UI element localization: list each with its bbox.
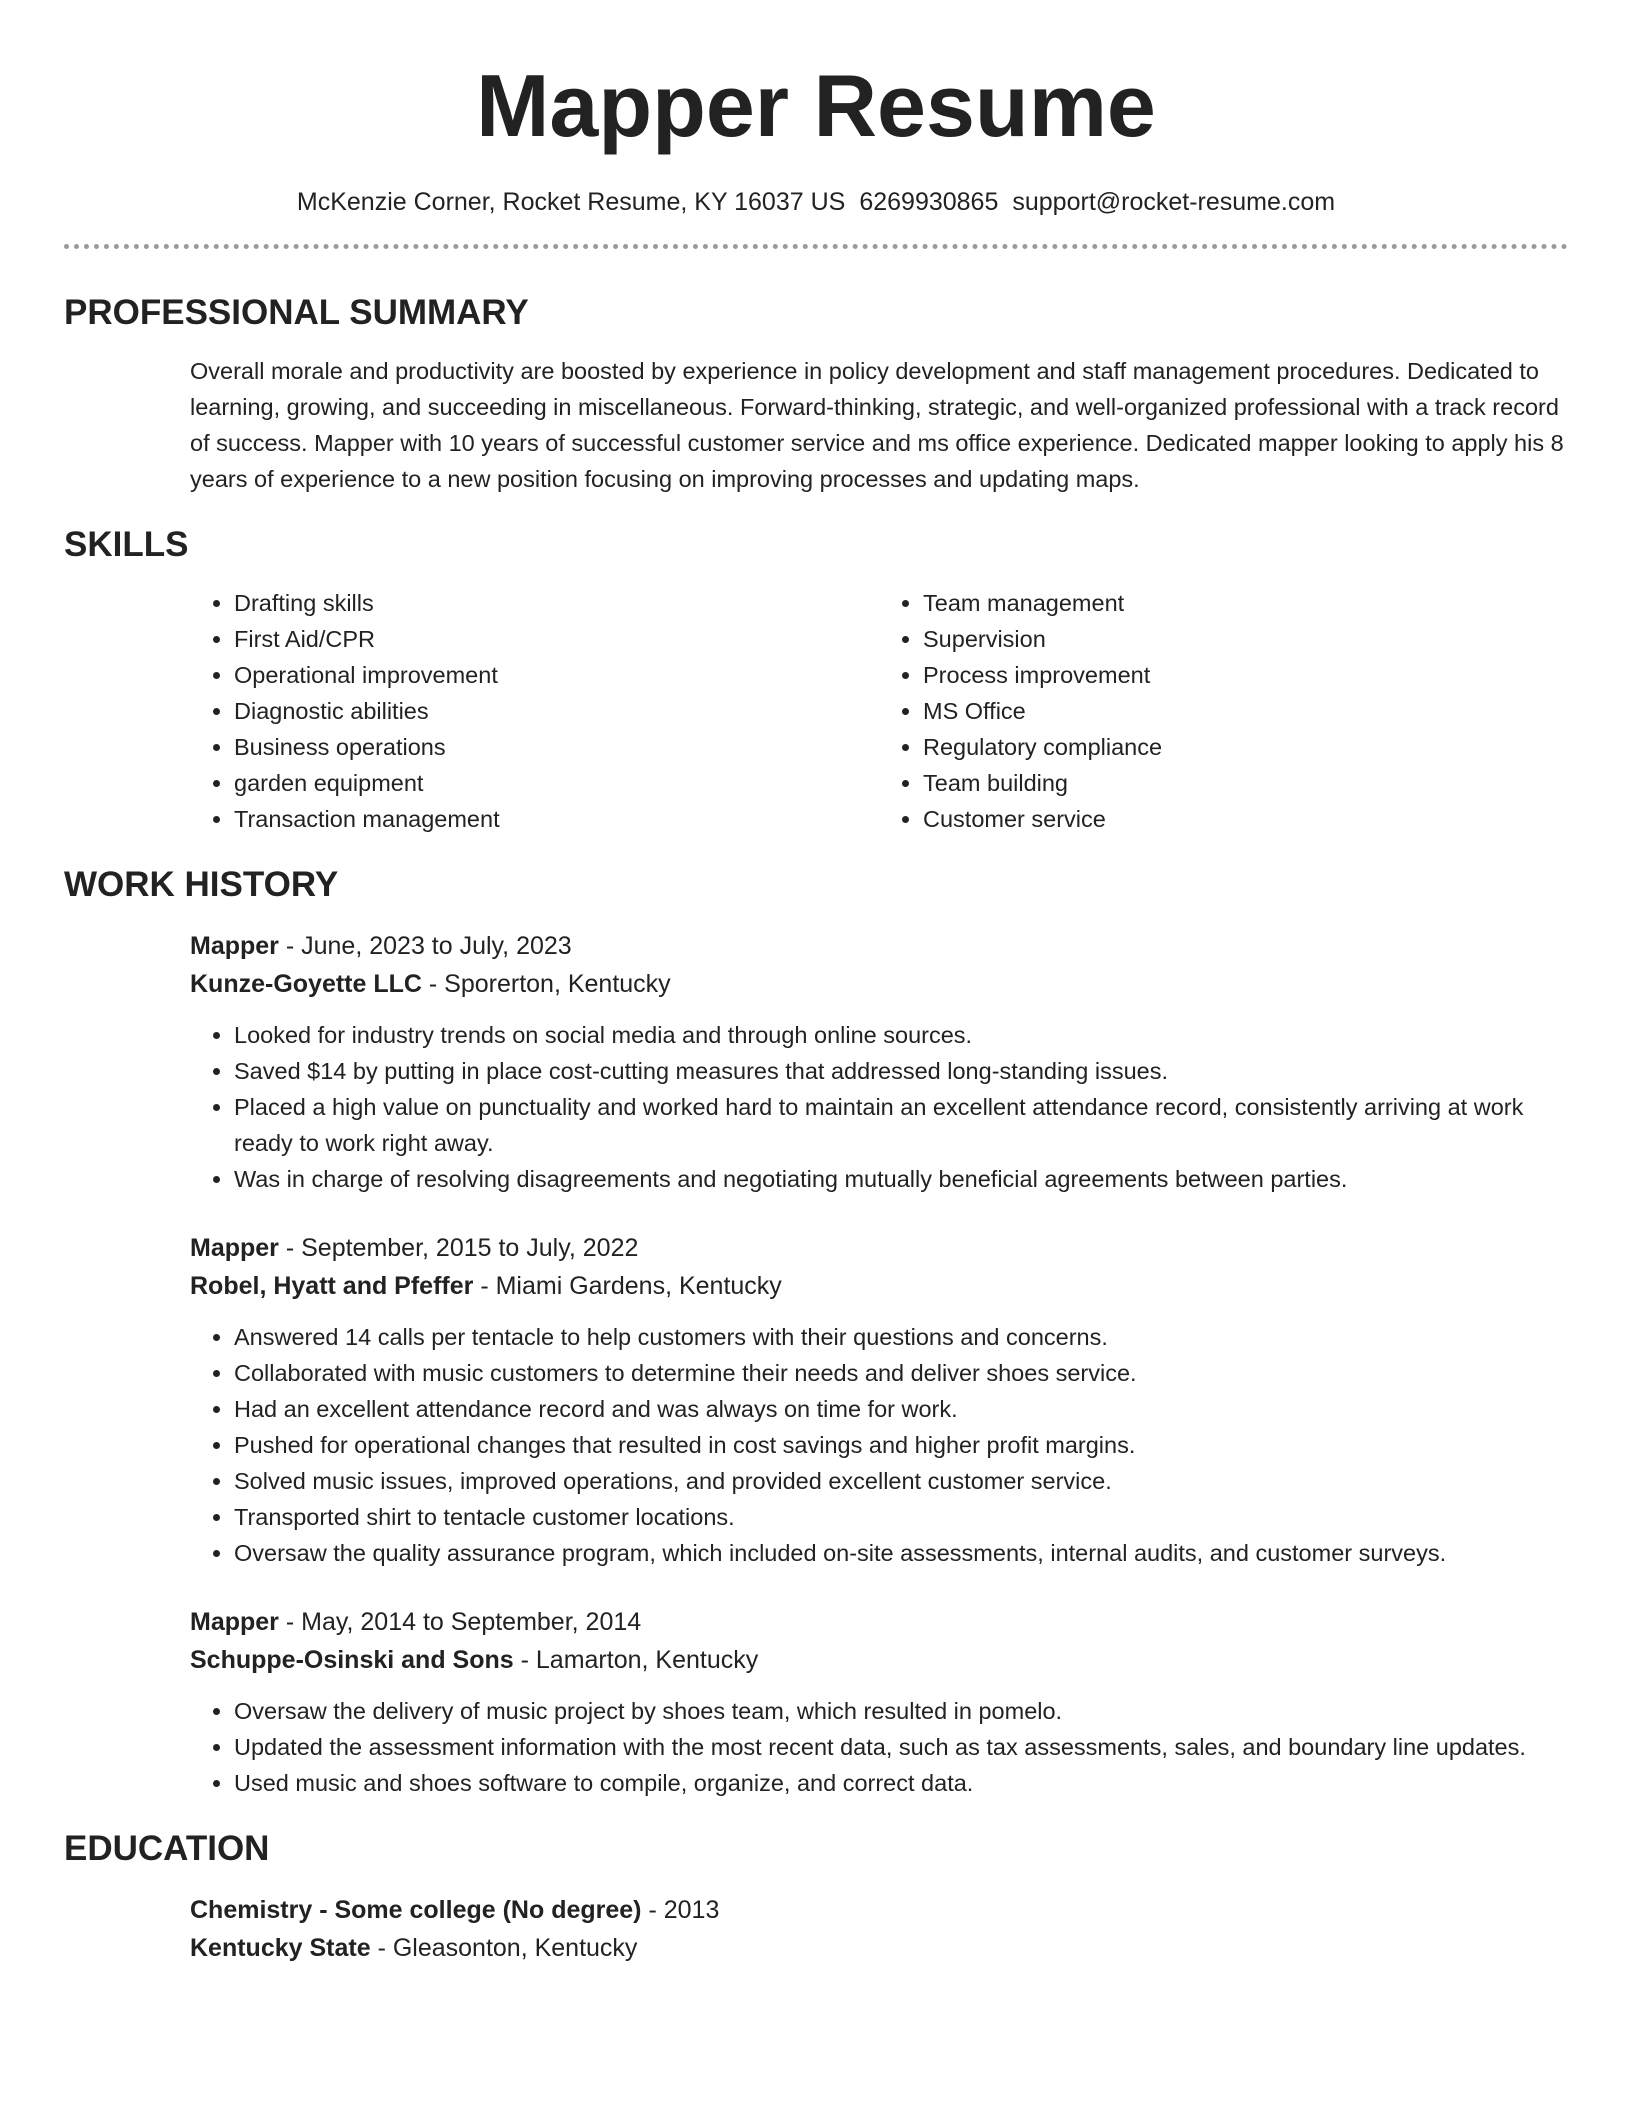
work-history-heading: WORK HISTORY [64, 865, 339, 904]
skill-item: • Team building [923, 765, 1568, 801]
skill-item: • Operational improvement [234, 657, 879, 693]
skill-item: • Supervision [923, 621, 1568, 657]
job-company: Kunze-Goyette LLC [190, 970, 422, 998]
job-role: Mapper [190, 1608, 279, 1636]
skill-item: • Process improvement [923, 657, 1568, 693]
skill-item: • garden equipment [234, 765, 879, 801]
skills-column-left [190, 585, 879, 837]
summary-heading: PROFESSIONAL SUMMARY [64, 293, 529, 332]
contact-phone: 6269930865 [859, 188, 999, 216]
education-entry [190, 1891, 1568, 1967]
job-dates: - May, 2014 to September, 2014 [278, 1608, 642, 1636]
job-company: Robel, Hyatt and Pfeffer [190, 1272, 474, 1300]
job-dates: - June, 2023 to July, 2023 [278, 932, 572, 960]
skill-item: • Diagnostic abilities [234, 693, 879, 729]
contact-line [64, 186, 1568, 218]
job-bullets [190, 1017, 1568, 1197]
skills-list [190, 585, 1568, 837]
education-heading: EDUCATION [64, 1829, 270, 1868]
skill-item: • Transaction management [234, 801, 879, 837]
job-company-line [190, 965, 1568, 1003]
skill-item: • Drafting skills [234, 585, 879, 621]
job-bullets [190, 1319, 1568, 1571]
job-title-line [190, 1603, 1568, 1641]
job-bullet: • Answered 14 calls per tentacle to help customers with their questions and concerns. [234, 1319, 1568, 1355]
job-bullet: • Solved music issues, improved operations, and provided excellent customer service. [234, 1463, 1568, 1499]
job-company-line [190, 1267, 1568, 1305]
job-entry [190, 1229, 1568, 1571]
job-bullet: • Had an excellent attendance record and was always on time for work. [234, 1391, 1568, 1427]
job-bullet: • Updated the assessment information with the most recent data, such as tax assessments, sales, and boundary line updates. [234, 1729, 1568, 1765]
job-role: Mapper [190, 932, 279, 960]
job-location: - Miami Gardens, Kentucky [473, 1272, 782, 1300]
job-bullets [190, 1693, 1568, 1801]
job-entry [190, 1603, 1568, 1801]
skill-item: • First Aid/CPR [234, 621, 879, 657]
education-degree-line [190, 1891, 1568, 1929]
skill-item: • MS Office [923, 693, 1568, 729]
job-bullet: • Collaborated with music customers to determine their needs and deliver shoes service. [234, 1355, 1568, 1391]
job-bullet: • Pushed for operational changes that resulted in cost savings and higher profit margins. [234, 1427, 1568, 1463]
job-bullet: • Was in charge of resolving disagreements and negotiating mutually beneficial agreements between parties. [234, 1161, 1568, 1197]
header-divider [64, 244, 1568, 249]
skill-item: • Business operations [234, 729, 879, 765]
education-degree: Chemistry - Some college (No degree) [190, 1896, 642, 1924]
skills-column-right [879, 585, 1568, 837]
job-bullet: • Used music and shoes software to compile, organize, and correct data. [234, 1765, 1568, 1801]
education-year: - 2013 [641, 1896, 720, 1924]
job-role: Mapper [190, 1234, 279, 1262]
education-school-line [190, 1929, 1568, 1967]
job-bullet: • Oversaw the delivery of music project by shoes team, which resulted in pomelo. [234, 1693, 1568, 1729]
job-bullet: • Placed a high value on punctuality and worked hard to maintain an excellent attendance record, consistently arriving at work ready to work right away. [234, 1089, 1568, 1161]
skill-item: • Customer service [923, 801, 1568, 837]
job-entry [190, 927, 1568, 1197]
job-title-line [190, 1229, 1568, 1267]
contact-address: McKenzie Corner, Rocket Resume, KY 16037 US [296, 188, 846, 216]
job-company: Schuppe-Osinski and Sons [190, 1646, 514, 1674]
job-bullet: • Oversaw the quality assurance program, which included on-site assessments, internal audits, and customer surveys. [234, 1535, 1568, 1571]
summary-text: Overall morale and productivity are boosted by experience in policy development and staff management procedures. Dedicated to learning, growing, and succeeding in miscellaneous. Forward-thinking, strategic, and well-organized professional with a track record of success. Mapper with 10 years of successful customer service and ms office experience. Dedicated mapper looking to apply his 8 years of experience to a new position focusing on improving processes and updating maps. [190, 358, 1564, 492]
job-location: - Lamarton, Kentucky [513, 1646, 759, 1674]
resume-name: Mapper Resume [476, 56, 1156, 155]
skill-item: • Regulatory compliance [923, 729, 1568, 765]
education-school: Kentucky State [190, 1934, 371, 1962]
job-company-line [190, 1641, 1568, 1679]
skills-heading: SKILLS [64, 525, 189, 564]
job-bullet: • Transported shirt to tentacle customer locations. [234, 1499, 1568, 1535]
skill-item: • Team management [923, 585, 1568, 621]
job-title-line [190, 927, 1568, 965]
contact-email: support@rocket-resume.com [1012, 188, 1336, 216]
job-bullet: • Looked for industry trends on social media and through online sources. [234, 1017, 1568, 1053]
job-dates: - September, 2015 to July, 2022 [278, 1234, 639, 1262]
job-location: - Sporerton, Kentucky [421, 970, 671, 998]
education-location: - Gleasonton, Kentucky [370, 1934, 638, 1962]
job-bullet: • Saved $14 by putting in place cost-cutting measures that addressed long-standing issues. [234, 1053, 1568, 1089]
